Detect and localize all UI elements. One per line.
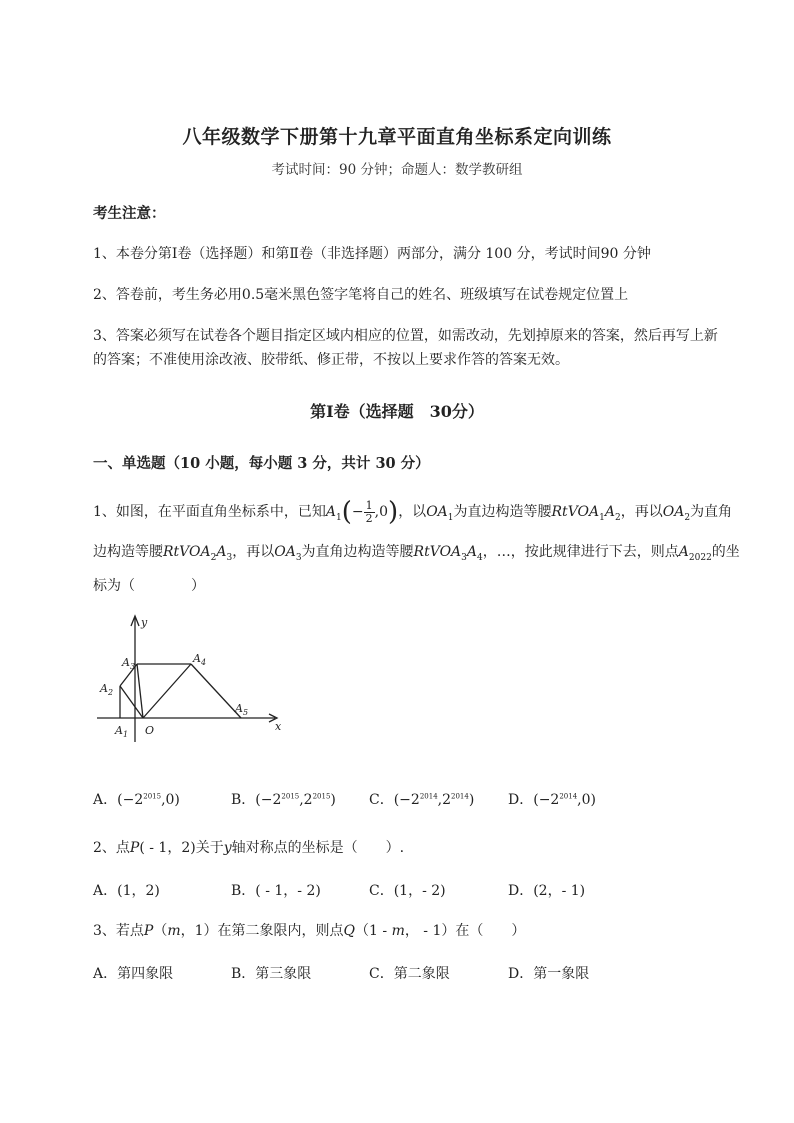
q2-option-a[interactable]: A．(1，2) — [93, 883, 160, 899]
q2-option-c[interactable]: C．(1，- 2) — [369, 883, 446, 899]
label-x: x — [275, 720, 282, 733]
label-a2: $A_2$ — [100, 682, 114, 697]
q1-option-c[interactable]: C．$(-2^{2014},2^{2014})$ — [369, 792, 475, 808]
q3-option-a[interactable]: A．第四象限 — [93, 966, 174, 982]
label-a4: $A_4$ — [193, 652, 207, 667]
q1-option-a[interactable]: A．$(-2^{2015},0)$ — [93, 792, 180, 808]
q2-text: 2、点P( - 1，2)关于y轴对称点的坐标是（ ）. — [93, 840, 405, 856]
label-a5: $A_5$ — [235, 702, 249, 717]
label-a1: $A_1$ — [115, 724, 129, 739]
label-y: y — [141, 616, 148, 629]
q3-text: 3、若点P（m，1）在第二象限内，则点Q（1 - m， - 1）在（ ） — [93, 923, 526, 939]
label-a3: $A_3$ — [122, 656, 136, 671]
notice-item-2: 2、答卷前，考生务必用0.5毫米黑色签字笔将自己的姓名、班级填写在试卷规定位置上 — [93, 287, 629, 303]
q1-line2: 边构造等腰$RtVOA_2A_3$，再以$OA_3$为直角边构造等腰$RtVOA_3A_4$，…，按此规律进行下去，则点$A_{2022}$的坐 — [93, 544, 740, 563]
q2-option-d[interactable]: D．(2，- 1) — [508, 883, 586, 899]
q3-option-c[interactable]: C．第二象限 — [369, 966, 450, 982]
q1-option-b[interactable]: B．$(-2^{2015},2^{2015})$ — [231, 792, 336, 808]
label-o: O — [145, 724, 155, 737]
notice-heading: 考生注意： — [93, 205, 166, 222]
q1-line3: 标为（ ） — [93, 578, 205, 594]
q1-line1: 1、如图，在平面直角坐标系中，已知$A_1(-$ $\frac{1}{2}$ ,0)，以$OA_1$为直边构造等腰$RtVOA_1A_2$，再以$OA_2$为直角 — [93, 497, 733, 527]
q2-option-b[interactable]: B．( - 1，- 2) — [231, 883, 321, 899]
section-title: 第Ⅰ卷（选择题 30分） — [310, 402, 484, 421]
segment-o-a4 — [143, 664, 191, 718]
fraction-one-half: $\frac{1}{2}$ — [365, 498, 373, 525]
notice-item-3-line1: 3、答案必须写在试卷各个题目指定区域内相应的位置，如需改动，先划掉原来的答案，然后再写上新 — [93, 328, 718, 344]
page-title: 八年级数学下册第十九章平面直角坐标系定向训练 — [182, 126, 612, 148]
notice-item-1: 1、本卷分第Ⅰ卷（选择题）和第Ⅱ卷（非选择题）两部分，满分 100 分，考试时间90 分钟 — [93, 246, 651, 262]
exam-info: 考试时间：90 分钟；命题人：数学教研组 — [271, 162, 523, 178]
notice-item-3-line2: 的答案；不准使用涂改液、胶带纸、修正带，不按以上要求作答的答案无效。 — [93, 352, 569, 368]
q1-option-d[interactable]: D．$(-2^{2014},0)$ — [508, 792, 596, 808]
part-heading: 一、单选题（10 小题，每小题 3 分，共计 30 分） — [93, 455, 430, 472]
segment-a4-a5 — [191, 664, 241, 718]
q3-option-d[interactable]: D．第一象限 — [508, 966, 590, 982]
coordinate-figure — [95, 612, 295, 742]
q3-option-b[interactable]: B．第三象限 — [231, 966, 312, 982]
